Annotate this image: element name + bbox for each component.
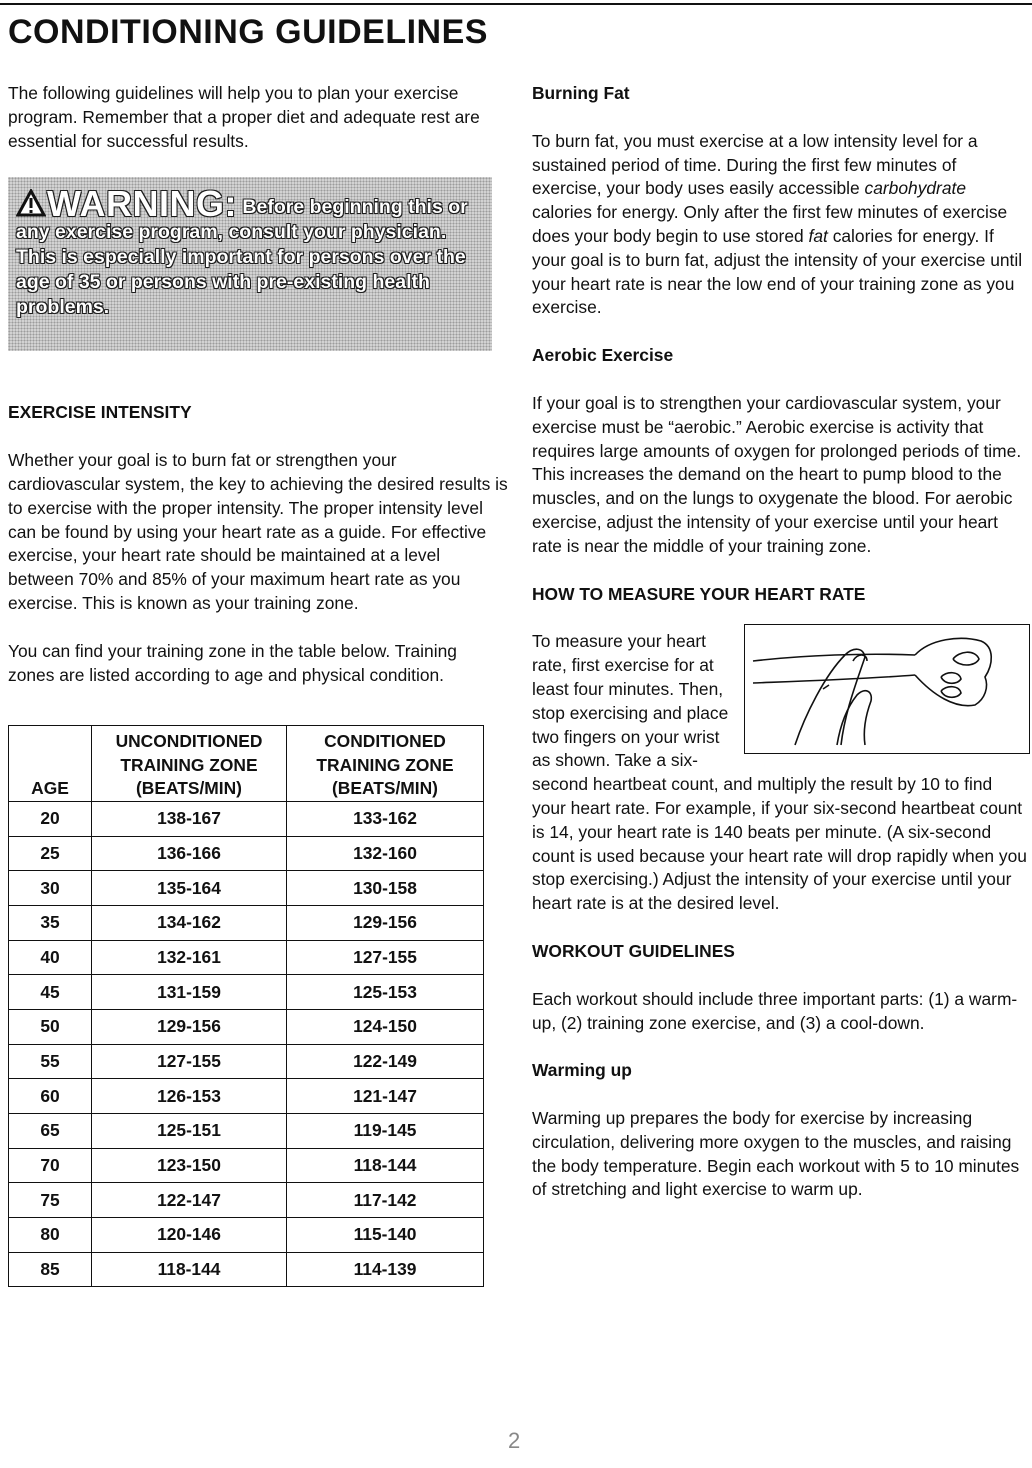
cell-conditioned: 115-140 [287, 1218, 484, 1253]
intensity-heading: EXERCISE INTENSITY [8, 402, 192, 423]
cell-age: 55 [9, 1044, 92, 1079]
cell-age: 50 [9, 1009, 92, 1044]
cell-age: 70 [9, 1148, 92, 1183]
cell-age: 35 [9, 905, 92, 940]
table-row [9, 1114, 484, 1149]
table-row [9, 975, 484, 1010]
table-intro-paragraph: You can find your training zone in the table below. Training zones are listed according to age and physical condition. [8, 640, 457, 685]
cell-age: 45 [9, 975, 92, 1010]
top-rule [0, 3, 1032, 5]
table-row [9, 1252, 484, 1287]
table-header-row [9, 726, 484, 802]
cell-unconditioned: 129-156 [92, 1009, 287, 1044]
cell-unconditioned: 138-167 [92, 801, 287, 836]
cell-conditioned: 127-155 [287, 940, 484, 975]
warning-box [8, 177, 492, 351]
warning-triangle-icon [16, 189, 46, 217]
cell-unconditioned: 136-166 [92, 836, 287, 871]
warning-body: Before beginning this or any exercise program, consult your physician. This is especially important for persons over the age of 35 or persons with pre-existing health problems. [16, 196, 468, 319]
cell-conditioned: 129-156 [287, 905, 484, 940]
cell-conditioned: 125-153 [287, 975, 484, 1010]
table-row [9, 940, 484, 975]
cell-conditioned: 119-145 [287, 1114, 484, 1149]
cell-unconditioned: 127-155 [92, 1044, 287, 1079]
cell-age: 25 [9, 836, 92, 871]
warming-up-heading: Warming up [532, 1060, 632, 1081]
intro-paragraph: The following guidelines will help you to plan your exercise program. Remember that a proper diet and adequate rest are essential for successful results. [8, 83, 480, 151]
page-title: CONDITIONING GUIDELINES [8, 13, 488, 51]
header-age: AGE [9, 726, 92, 802]
intensity-paragraph: Whether your goal is to burn fat or strengthen your cardiovascular system, the key to achieving the desired results is to exercise with the proper intensity. The proper intensity level can be found by using your heart rate as a guide. For effective exercise, your heart rate should be maintained at a level between 70% and 85% of your maximum heart rate as you exercise. This is known as your training zone. [8, 450, 508, 613]
cell-conditioned: 117-142 [287, 1183, 484, 1218]
cell-unconditioned: 134-162 [92, 905, 287, 940]
cell-age: 30 [9, 871, 92, 906]
cell-unconditioned: 126-153 [92, 1079, 287, 1114]
cell-unconditioned: 125-151 [92, 1114, 287, 1149]
cell-unconditioned: 135-164 [92, 871, 287, 906]
table-row [9, 1183, 484, 1218]
cell-unconditioned: 120-146 [92, 1218, 287, 1253]
cell-age: 20 [9, 801, 92, 836]
cell-conditioned: 130-158 [287, 871, 484, 906]
cell-age: 85 [9, 1252, 92, 1287]
left-column [8, 82, 508, 1287]
warming-up-paragraph: Warming up prepares the body for exercise by increasing circulation, delivering more oxygen to the muscles, and raising the body temperature. Begin each workout with 5 to 10 minutes of stretching and light exercise to warm up. [532, 1108, 1020, 1200]
table-row [9, 1079, 484, 1114]
page-number: 2 [508, 1428, 521, 1453]
workout-heading: WORKOUT GUIDELINES [532, 940, 735, 961]
cell-unconditioned: 122-147 [92, 1183, 287, 1218]
cell-age: 75 [9, 1183, 92, 1218]
burning-fat-heading: Burning Fat [532, 83, 630, 103]
cell-conditioned: 122-149 [287, 1044, 484, 1079]
workout-paragraph: Each workout should include three important parts: (1) a warm-up, (2) training zone exercise, and (3) a cool-down. [532, 988, 1018, 1033]
aerobic-heading: Aerobic Exercise [532, 345, 674, 366]
cell-conditioned: 118-144 [287, 1148, 484, 1183]
cell-conditioned: 124-150 [287, 1009, 484, 1044]
cell-conditioned: 114-139 [287, 1252, 484, 1287]
table-row [9, 1009, 484, 1044]
cell-age: 80 [9, 1218, 92, 1253]
burning-fat-paragraph: To burn fat, you must exercise at a low intensity level for a sustained period of time. During the first few minutes of exercise, your body uses easily accessible carbohydrate calories for energy. Only after the first few minutes of exercise does your body begin to use stored fat calories for energy. If your goal is to burn fat, adjust the intensity of your exercise until your heart rate is near the low end of your training zone as you exercise. [532, 130, 1023, 318]
cell-conditioned: 133-162 [287, 801, 484, 836]
cell-unconditioned: 132-161 [92, 940, 287, 975]
heart-rate-heading: HOW TO MEASURE YOUR HEART RATE [532, 583, 866, 604]
cell-unconditioned: 118-144 [92, 1252, 287, 1287]
cell-unconditioned: 123-150 [92, 1148, 287, 1183]
table-row [9, 836, 484, 871]
warning-label: WARNING: [47, 183, 237, 225]
cell-unconditioned: 131-159 [92, 975, 287, 1010]
table-row [9, 1044, 484, 1079]
hand-on-wrist-icon [745, 625, 1029, 753]
table-row [9, 801, 484, 836]
table-row [9, 871, 484, 906]
cell-conditioned: 132-160 [287, 836, 484, 871]
warning-text [16, 183, 486, 320]
right-column [532, 82, 1030, 1202]
heart-rate-paragraph: To measure your heart rate, first exercise for at least four minutes. Then, stop exercising and place two fingers on your wrist as shown. Take a six-second heartbeat count, and multiply the result by 10 to find your heart rate. For example, if your six-second heartbeat count is 14, your heart rate is 140 beats per minute. (A six-second count is used because your heart rate will drop rapidly when you stop exercising.) Adjust the intensity of your exercise until your heart rate is at the desired level. [532, 631, 1027, 914]
cell-age: 60 [9, 1079, 92, 1114]
header-conditioned: CONDITIONED TRAINING ZONE (BEATS/MIN) [287, 726, 484, 802]
table-row [9, 1218, 484, 1253]
cell-age: 65 [9, 1114, 92, 1149]
table-row [9, 905, 484, 940]
table-row [9, 1148, 484, 1183]
cell-conditioned: 121-147 [287, 1079, 484, 1114]
aerobic-paragraph: If your goal is to strengthen your cardiovascular system, your exercise must be “aerobic.” Aerobic exercise is activity that requires large amounts of oxygen for prolonged periods of time. This increases the demand on the heart to pump blood to the muscles, and on the lungs to oxygenate the blood. For aerobic exercise, adjust the intensity of your exercise until your heart rate is near the middle of your training zone. [532, 392, 1022, 556]
wrist-pulse-illustration [744, 624, 1030, 754]
cell-age: 40 [9, 940, 92, 975]
header-unconditioned: UNCONDITIONED TRAINING ZONE (BEATS/MIN) [92, 726, 287, 802]
training-zone-table [8, 725, 484, 1287]
